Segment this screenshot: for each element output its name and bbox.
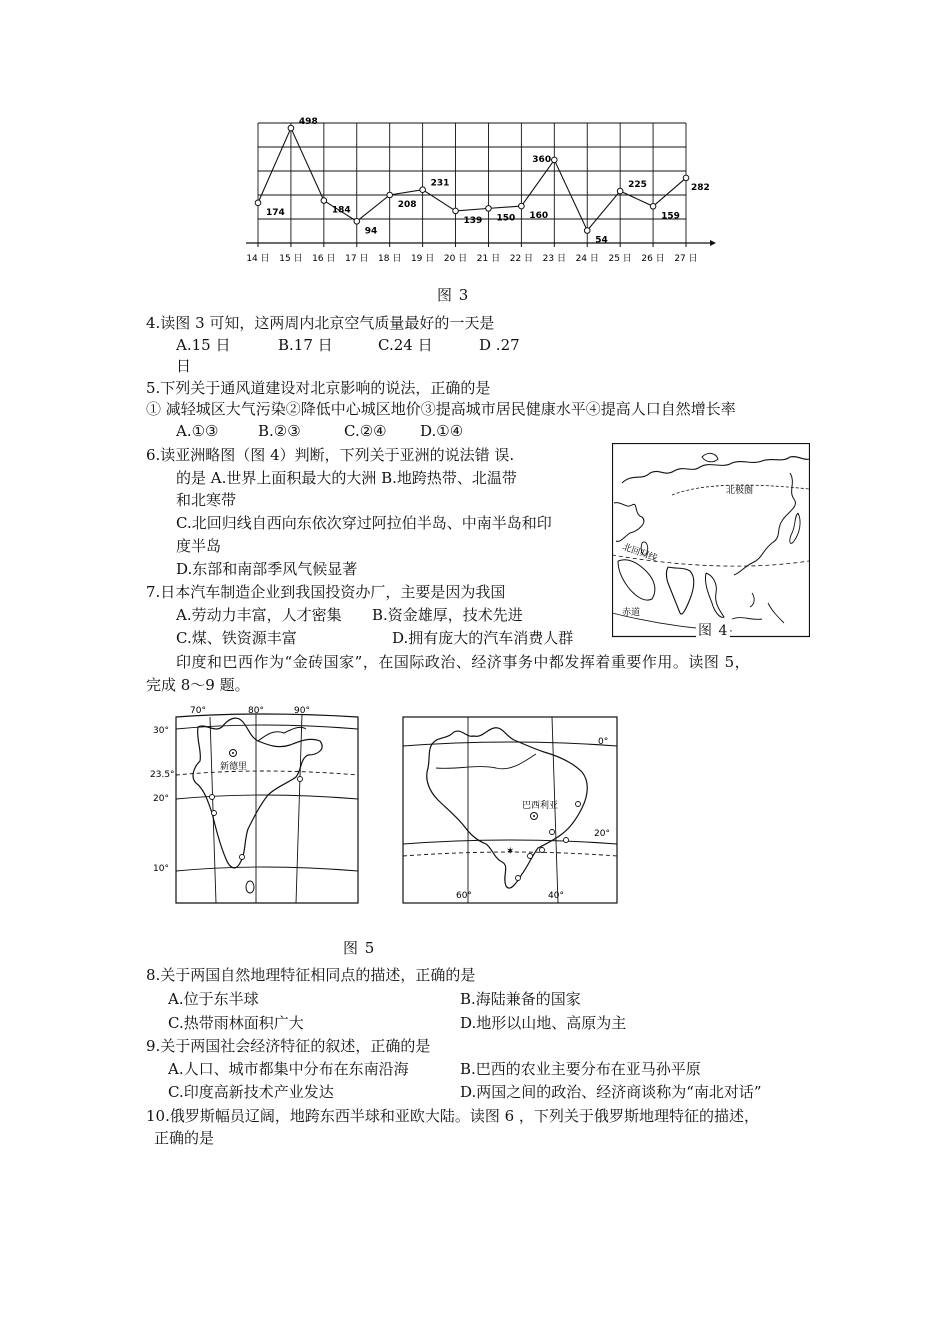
figure3-caption: 图 3	[437, 286, 470, 304]
x-tick-label: 21 日	[476, 254, 501, 264]
label-lat-23-5: 23.5°	[150, 770, 175, 780]
q7-option-a: A.劳动力丰富，人才密集	[176, 606, 342, 624]
city-dot	[540, 848, 545, 853]
x-tick-label: 16 日	[312, 254, 336, 264]
data-label: 360	[532, 154, 552, 165]
data-point	[453, 208, 459, 214]
india-frame	[176, 714, 358, 903]
q5-option-d: D.①④	[420, 422, 464, 440]
x-tick-label: 23 日	[542, 254, 566, 264]
figure3-chart	[240, 115, 720, 270]
data-point	[321, 198, 327, 204]
q9-option-c: C.印度高新技术产业发达	[168, 1083, 334, 1101]
data-label: 139	[463, 215, 483, 226]
data-label: 150	[496, 213, 516, 224]
city-dot	[298, 777, 303, 782]
q5-stem: 5.下列关于通风道建设对北京影响的说法，正确的是	[146, 379, 491, 397]
city-dot	[212, 811, 217, 816]
data-point	[354, 219, 360, 225]
x-tick-label: 14 日	[246, 254, 270, 264]
data-point	[420, 187, 426, 193]
q6-line3: 和北寒带	[176, 491, 237, 509]
q4-option-c: C.24 日	[378, 336, 433, 354]
figure4-caption: 图 4	[696, 620, 730, 640]
data-label: 225	[628, 180, 647, 191]
data-point	[387, 192, 393, 198]
label-tropic-of-cancer: 北回归线	[620, 542, 659, 565]
x-tick-label: 25 日	[608, 254, 632, 264]
q8-option-d: D.地形以山地、高原为主	[460, 1014, 627, 1032]
figure4-asia-map	[612, 443, 810, 638]
q6-line4: C.北回归线自西向东依次穿过阿拉伯半岛、中南半岛和印	[176, 514, 552, 532]
data-point	[255, 200, 261, 206]
q6-stem: 6.读亚洲略图（图 4）判断，下列关于亚洲的说法错 误.	[146, 446, 515, 464]
label-lon-60: 60°	[456, 891, 472, 901]
q4-option-d: D .27	[479, 336, 520, 354]
data-label: 208	[397, 200, 417, 210]
q5-option-a: A.①③	[176, 422, 219, 440]
data-point	[519, 203, 525, 209]
q5-option-c: C.②④	[344, 422, 387, 440]
city-dot	[240, 855, 245, 860]
figure5-brazil-map	[402, 716, 620, 906]
q6-line5: 度半岛	[176, 537, 222, 555]
map-frame	[613, 444, 810, 637]
data-point	[486, 206, 492, 212]
data-point	[552, 157, 558, 163]
x-tick-label: 15 日	[279, 254, 303, 264]
label-lon-90: 90°	[294, 706, 310, 716]
intro-8-9-line2: 完成 8～9 题。	[146, 676, 250, 694]
label-arctic-circle: 北极圈	[726, 486, 754, 496]
label-lat-20s: 20°	[594, 829, 610, 839]
data-label: 160	[529, 211, 549, 222]
data-label: 184	[331, 205, 351, 216]
x-tick-label: 26 日	[641, 254, 665, 264]
label-new-delhi: 新德里	[220, 762, 248, 772]
q5-items: ① 减轻城区大气污染②降低中心城区地价③提高城市居民健康水平④提高人口自然增长率	[146, 400, 736, 418]
x-tick-label: 27 日	[674, 254, 698, 264]
q7-option-d: D.拥有庞大的汽车消费人群	[392, 629, 574, 647]
q9-option-b: B.巴西的农业主要分布在亚马孙平原	[460, 1060, 701, 1078]
figure5-india-map	[150, 705, 365, 905]
q6-line6: D.东部和南部季风气候显著	[176, 560, 358, 578]
city-dot	[528, 854, 533, 859]
x-axis-arrow	[710, 240, 716, 246]
data-point	[584, 228, 590, 234]
data-label: 282	[691, 182, 710, 193]
label-brasilia: 巴西利亚	[522, 801, 559, 811]
q4-option-wrap: 日	[176, 357, 192, 375]
x-tick-label: 22 日	[509, 254, 534, 264]
label-lat-30: 30°	[153, 726, 169, 736]
q8-option-b: B.海陆兼备的国家	[460, 990, 581, 1008]
label-lon-70: 70°	[190, 706, 206, 716]
q10-stem: 10.俄罗斯幅员辽阔，地跨东西半球和亚欧大陆。读图 6 ，下列关于俄罗斯地理特征的描述，	[146, 1107, 759, 1125]
x-tick-label: 24 日	[575, 254, 599, 264]
data-label: 159	[661, 211, 680, 222]
data-label: 94	[364, 226, 378, 237]
data-label: 231	[430, 178, 450, 189]
figure5-caption: 图 5	[343, 939, 376, 957]
label-lon-80: 80°	[248, 706, 264, 716]
x-tick-label: 18 日	[378, 254, 402, 264]
q9-option-d: D.两国之间的政治、经济商谈称为“南北对话”	[460, 1083, 762, 1101]
data-label: 498	[298, 117, 318, 128]
brazil-frame	[403, 717, 617, 903]
q4-option-b: B.17 日	[278, 336, 333, 354]
label-lat-20: 20°	[153, 794, 169, 804]
q9-stem: 9.关于两国社会经济特征的叙述，正确的是	[146, 1037, 431, 1055]
label-lat-0: 0°	[598, 737, 609, 747]
city-dot	[516, 876, 521, 881]
q4-option-a: A.15 日	[176, 336, 231, 354]
data-point	[650, 204, 656, 210]
city-dot	[550, 830, 555, 835]
x-tick-label: 20 日	[443, 254, 468, 264]
label-lat-10: 10°	[153, 864, 169, 874]
data-label: 174	[266, 207, 285, 218]
city-dot	[564, 838, 569, 843]
city-dot	[576, 802, 581, 807]
label-lon-40: 40°	[548, 891, 564, 901]
q8-option-c: C.热带雨林面积广大	[168, 1014, 304, 1032]
data-point	[617, 188, 623, 194]
q9-option-a: A.人口、城市都集中分布在东南沿海	[168, 1060, 409, 1078]
intro-8-9-line1: 印度和巴西作为“金砖国家”，在国际政治、经济事务中都发挥着重要作用。读图 5，	[176, 653, 751, 671]
q8-stem: 8.关于两国自然地理特征相同点的描述，正确的是	[146, 966, 476, 984]
itaipu-star-icon: ✶	[506, 846, 515, 857]
q6-line2: 的是 A.世界上面积最大的大洲 B.地跨热带、北温带	[176, 469, 517, 487]
q10-line2: 正确的是	[154, 1129, 215, 1147]
q7-stem: 7.日本汽车制造企业到我国投资办厂，主要是因为我国	[146, 583, 506, 601]
x-tick-label: 17 日	[345, 254, 369, 264]
q7-option-c: C.煤、铁资源丰富	[176, 629, 297, 647]
data-point	[683, 175, 689, 181]
city-dot	[210, 795, 215, 800]
q4-stem: 4.读图 3 可知，这两周内北京空气质量最好的一天是	[146, 314, 495, 332]
data-point	[288, 125, 294, 131]
q5-option-b: B.②③	[258, 422, 301, 440]
data-label: 54	[595, 235, 608, 246]
q8-option-a: A.位于东半球	[168, 990, 259, 1008]
q7-option-b: B.资金雄厚，技术先进	[372, 606, 523, 624]
label-equator: 赤道	[622, 608, 641, 618]
x-tick-label: 19 日	[410, 254, 435, 264]
